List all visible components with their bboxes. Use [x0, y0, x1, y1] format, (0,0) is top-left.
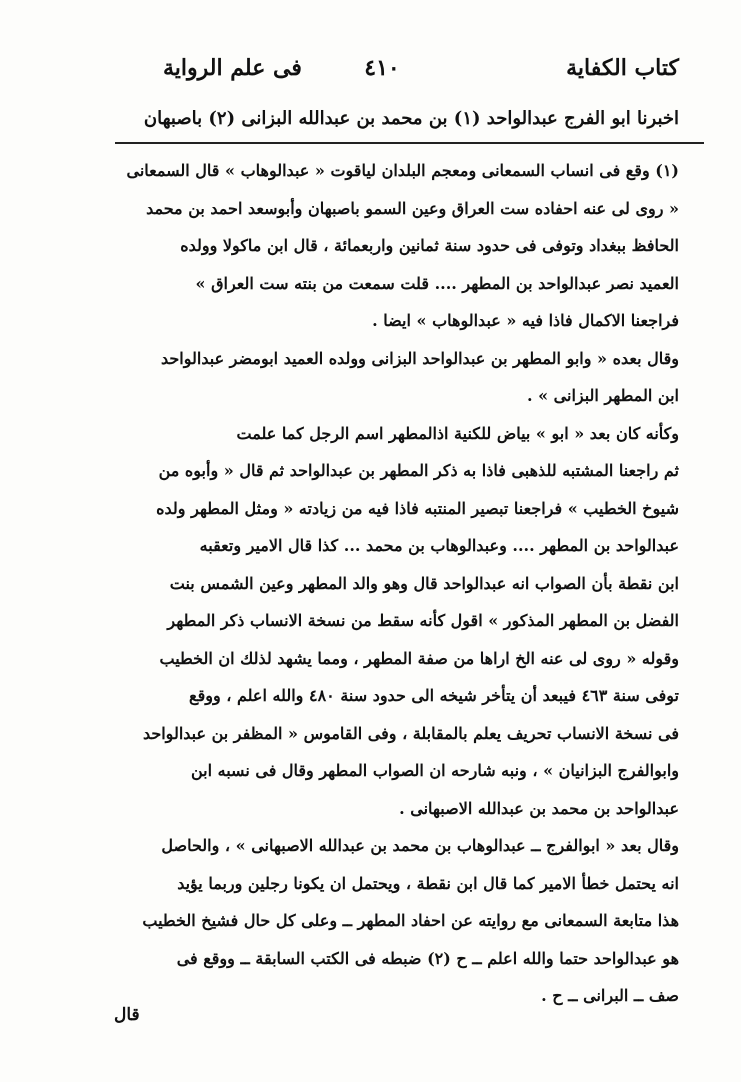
- page-number: ٤١٠: [364, 55, 400, 81]
- footnote-line: هذا متابعة السمعانى مع روايته عن احفاد المطهر ــ وعلى كل حال فشيخ الخطيب: [142, 911, 679, 930]
- book-title: كتاب الكفاية: [566, 55, 679, 81]
- footnote-line: توفى سنة ٤٦٣ فيبعد أن يتأخر شيخه الى حدود سنة ٤٨٠ والله اعلم ، ووقع: [189, 686, 679, 705]
- footnote-line: فراجعنا الاكمال فاذا فيه « عبدالوهاب » ايضا .: [372, 311, 679, 330]
- footnote-line: الفضل بن المطهر المذكور » اقول كأنه سقط من نسخة الانساب ذكر المطهر: [167, 611, 679, 630]
- catchword: قال: [114, 1005, 140, 1025]
- footnote-line: فى نسخة الانساب تحريف يعلم بالمقابلة ، وفى القاموس « المظفر بن عبدالواحد: [142, 723, 679, 743]
- footnote-line: العميد نصر عبدالواحد بن المطهر .... قلت سمعت من بنته ست العراق »: [195, 273, 679, 293]
- footnotes-block: [59, 152, 679, 1015]
- footnote-line: ابن نقطة بأن الصواب انه عبدالواحد قال وهو والد المطهر وعين الشمس بنت: [169, 573, 679, 593]
- footnote-line: عبدالواحد بن محمد بن عبدالله الاصبهانى .: [399, 798, 679, 818]
- footnote-line: وقال بعده « وابو المطهر بن عبدالواحد البزانى وولده العميد ابومضر عبدالواحد: [161, 348, 679, 368]
- footnote-line: صف ــ البرانى ــ ح .: [541, 986, 679, 1005]
- footnote-line: الحافظ ببغداد وتوفى فى حدود سنة ثمانين واربعمائة ، قال ابن ماكولا وولده: [180, 236, 679, 255]
- footnote-line: وابوالفرج البزانيان » ، ونبه شارحه ان الصواب المطهر وقال فى نسبه ابن: [191, 761, 679, 780]
- footnote-line: وقوله « روى لى عنه الخ اراها من صفة المطهر ، ومما يشهد لذلك ان الخطيب: [159, 648, 679, 668]
- footnote-line: عبدالواحد بن المطهر .... وعبدالوهاب بن محمد ... كذا قال الامير وتعقبه: [199, 536, 679, 555]
- footnote-divider: [115, 142, 704, 144]
- book-subtitle: فى علم الرواية: [163, 55, 302, 81]
- footnote-line: وكأنه كان بعد « ابو » بياض للكنية اذالمطهر اسم الرجل كما علمت: [236, 423, 679, 443]
- footnote-line: « روى لى عنه احفاده ست العراق وعين السمو باصبهان وأبوسعد احمد بن محمد: [146, 198, 679, 218]
- footnote-line: ثم راجعنا المشتبه للذهبى فاذا به ذكر المطهر بن عبدالواحد ثم قال « وأبوه من: [158, 461, 679, 480]
- footnote-line: انه يحتمل خطأ الامير كما قال ابن نقطة ، ويحتمل ان يكونا رجلين وربما يؤيد: [177, 873, 679, 893]
- footnote-line: ابن المطهر البزانى » .: [526, 386, 679, 405]
- footnote-line: شيوخ الخطيب » فراجعنا تبصير المنتبه فاذا فيه من زيادته « ومثل المطهر ولده: [156, 498, 679, 518]
- footnote-line: وقال بعد « ابوالفرج ــ عبدالوهاب بن محمد بن عبدالله الاصبهانى » ، والحاصل: [161, 836, 679, 855]
- footnote-line: هو عبدالواحد حتما والله اعلم ــ ح (٢) ضبطه فى الكتب السابقة ــ ووقع فى: [176, 948, 679, 968]
- footnote-line: (١) وقع فى انساب السمعانى ومعجم البلدان لياقوت « عبدالوهاب » قال السمعانى: [126, 161, 679, 180]
- main-text-line: اخبرنا ابو الفرج عبدالواحد (١) بن محمد بن عبدالله البزانى (٢) باصبهان: [143, 108, 679, 129]
